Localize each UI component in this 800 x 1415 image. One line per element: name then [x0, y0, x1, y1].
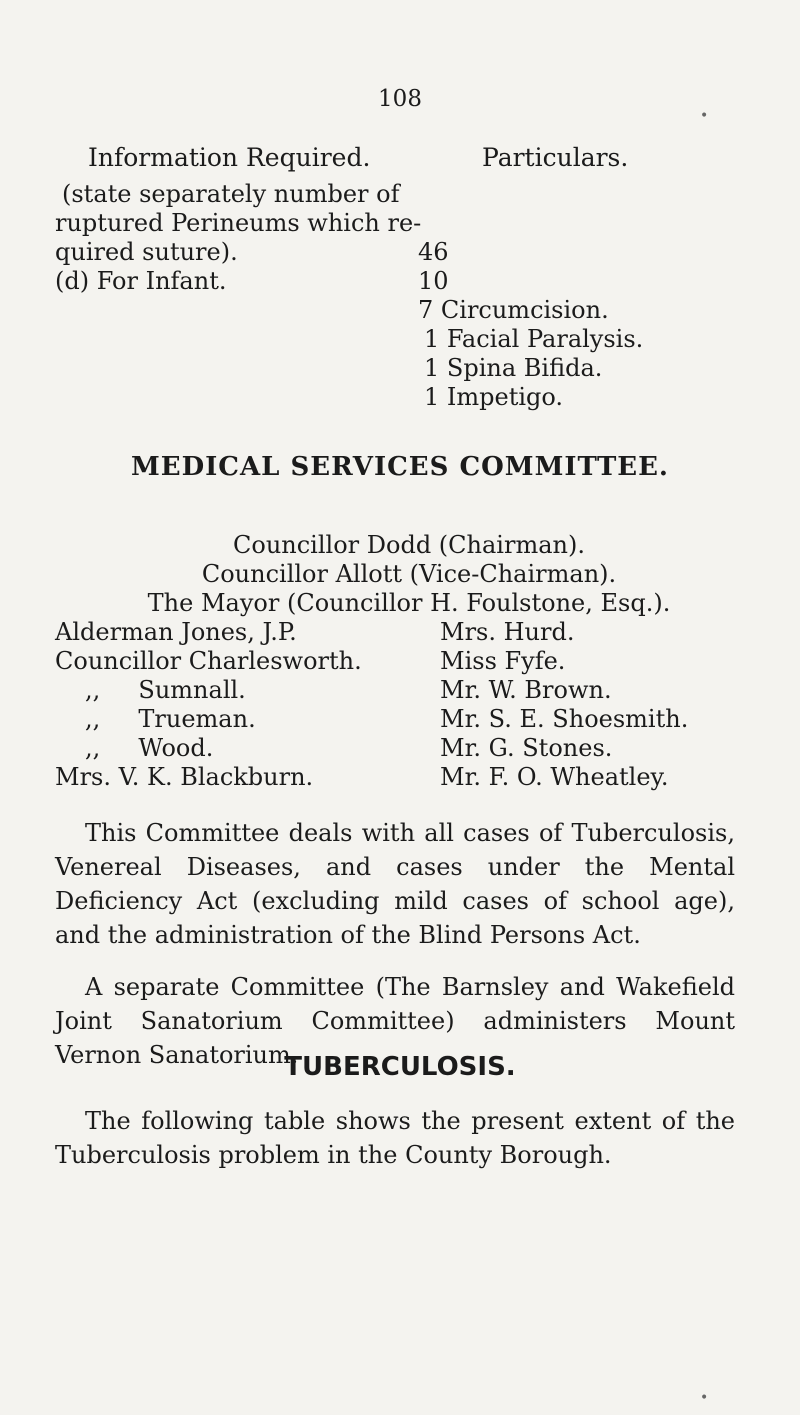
- member-name: ,, Wood.: [85, 734, 214, 762]
- chair-line: Councillor Allott (Vice-Chairman).: [201, 560, 617, 588]
- member-name: ,, Sumnall.: [85, 676, 246, 704]
- member-name: ,, Trueman.: [85, 705, 256, 733]
- member-name: Mr. F. O. Wheatley.: [440, 763, 669, 791]
- member-name: Mrs. V. K. Blackburn.: [55, 763, 314, 791]
- tuberculosis-intro: The following table shows the present extent of the Tuberculosis problem in the County Borough.: [55, 1107, 735, 1169]
- committee-description: This Committee deals with all cases of Tuberculosis, Venereal Diseases, and cases under the Mental Deficiency Act (excluding mild cases of school age), and the administration of the Blind Persons Act.: [55, 819, 735, 949]
- member-name: Miss Fyfe.: [440, 647, 566, 675]
- page-number: 108: [378, 86, 422, 112]
- committee-title: MEDICAL SERVICES COMMITTEE.: [131, 452, 669, 482]
- member-name: Mr. S. E. Shoesmith.: [440, 705, 689, 733]
- info-line: quired suture).: [55, 238, 238, 266]
- particular-value: 1 Facial Paralysis.: [424, 325, 644, 353]
- particular-value: 10: [418, 267, 449, 295]
- member-name: Mr. W. Brown.: [440, 676, 612, 704]
- particular-value: 46: [418, 238, 449, 266]
- scan-speck: •: [700, 1390, 709, 1406]
- particular-value: 1 Spina Bifida.: [424, 354, 603, 382]
- member-name: Alderman Jones, J.P.: [55, 618, 297, 646]
- particular-value: 7 Circumcision.: [418, 296, 609, 324]
- information-required-header: Information Required.: [88, 143, 371, 172]
- info-line: (d) For Infant.: [55, 267, 227, 295]
- member-name: Councillor Charlesworth.: [55, 647, 362, 675]
- scan-speck: •: [700, 108, 709, 124]
- member-name: Mr. G. Stones.: [440, 734, 613, 762]
- tuberculosis-heading: TUBERCULOSIS.: [284, 1052, 516, 1082]
- chair-line: Councillor Dodd (Chairman).: [233, 531, 585, 559]
- info-line: (state separately number of: [62, 180, 400, 208]
- particular-value: 1 Impetigo.: [424, 383, 564, 411]
- info-line: ruptured Perineums which re-: [55, 209, 422, 237]
- member-name: Mrs. Hurd.: [440, 618, 575, 646]
- chair-line: The Mayor (Councillor H. Foulstone, Esq.).: [147, 589, 671, 617]
- sanatorium-note: A separate Committee (The Barnsley and Wakefield Joint Sanatorium Committee) administers Mount Vernon Sanatorium.: [55, 973, 735, 1069]
- particulars-header: Particulars.: [482, 143, 629, 172]
